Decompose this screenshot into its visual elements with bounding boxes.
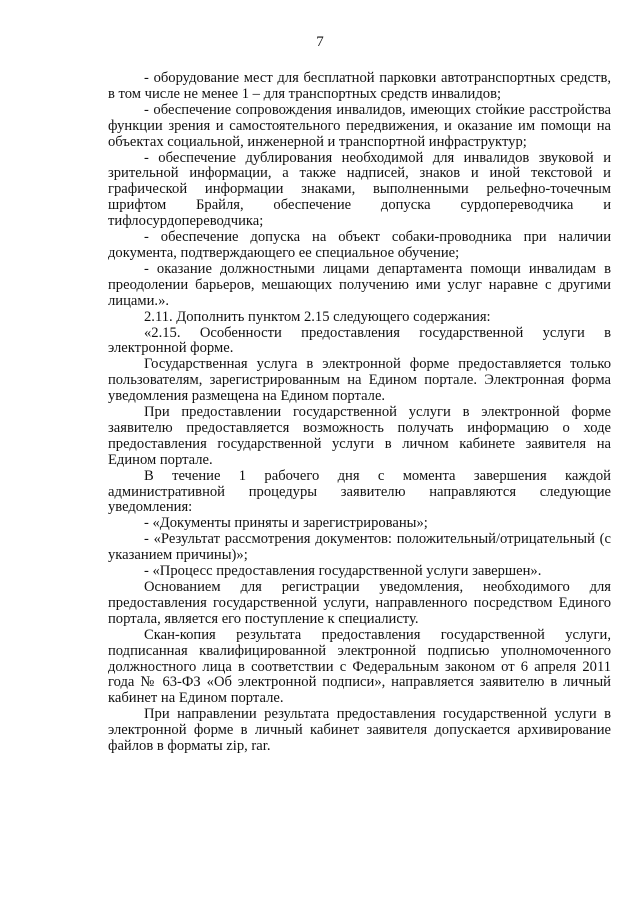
paragraph-escort: - обеспечение сопровождения инвалидов, имеющих стойкие расстройства функции зрения и самостоятельного передвижения, и оказание им помощи на объектах социальной, инженерной и транспортной инфраструктур; (108, 101, 611, 150)
paragraph-notifications-intro: В течение 1 рабочего дня с момента завершения каждой административной процедуры заявителю направляются следующие уведомления: (108, 467, 611, 516)
paragraph-assistance: - оказание должностными лицами департамента помощи инвалидам в преодолении барьеров, мешающих получению ими услуг наравне с другими лицами.». (108, 260, 611, 309)
paragraph-notification-result: - «Результат рассмотрения документов: положительный/отрицательный (с указанием причины)»; (108, 531, 611, 564)
paragraph-status-info: При предоставлении государственной услуги в электронной форме заявителю предоставляется возможность получать информацию о ходе предоставления государственной услуги в личном кабинете заявителя на Едином портале. (108, 404, 611, 468)
paragraph-registration-basis: Основанием для регистрации уведомления, необходимого для предоставления государственной услуги, направленного посредством Единого портала, является его поступление к специалисту. (108, 579, 611, 627)
paragraph-duplication: - обеспечение дублирования необходимой для инвалидов звуковой и зрительной информации, а также надписей, знаков и иной текстовой и графической информации знаками, выполненными рельефно-точечным шрифтом Брайля, обеспечение допуска сурдопереводчика и тифлосурдопереводчика; (108, 149, 611, 230)
paragraph-archiving: При направлении результата предоставления государственной услуги в электронной форме в личный кабинет заявителя допускается архивирование файлов в форматы zip, rar. (108, 706, 611, 755)
paragraph-registered-users: Государственная услуга в электронной форме предоставляется только пользователям, зарегистрированным на Едином портале. Электронная форма уведомления размещена на Едином портале. (108, 356, 611, 405)
paragraph-amendment-2-11: 2.11. Дополнить пунктом 2.15 следующего содержания: (144, 308, 491, 325)
paragraph-guide-dog: - обеспечение допуска на объект собаки-проводника при наличии документа, подтверждающего ее специальное обучение; (108, 229, 611, 261)
page-number: 7 (316, 34, 324, 50)
paragraph-notification-completed: - «Процесс предоставления государственной услуги завершен». (144, 563, 542, 580)
document-body (108, 71, 611, 755)
paragraph-parking: - оборудование мест для бесплатной парковки автотранспортных средств, в том числе не менее 1 – для транспортных средств инвалидов; (108, 70, 611, 102)
paragraph-notification-accepted: - «Документы приняты и зарегистрированы»; (144, 515, 428, 532)
paragraph-scan-copy: Скан-копия результата предоставления государственной услуги, подписанная квалифицированной электронной подписью уполномоченного должностного лица в соответствии с Федеральным законом от 6 апреля 2011 года № 63-ФЗ «Об электронной подписи», направляется заявителю в личный кабинет на Едином портале. (108, 626, 611, 707)
paragraph-section-2-15: «2.15. Особенности предоставления государственной услуги в электронной форме. (108, 324, 611, 357)
